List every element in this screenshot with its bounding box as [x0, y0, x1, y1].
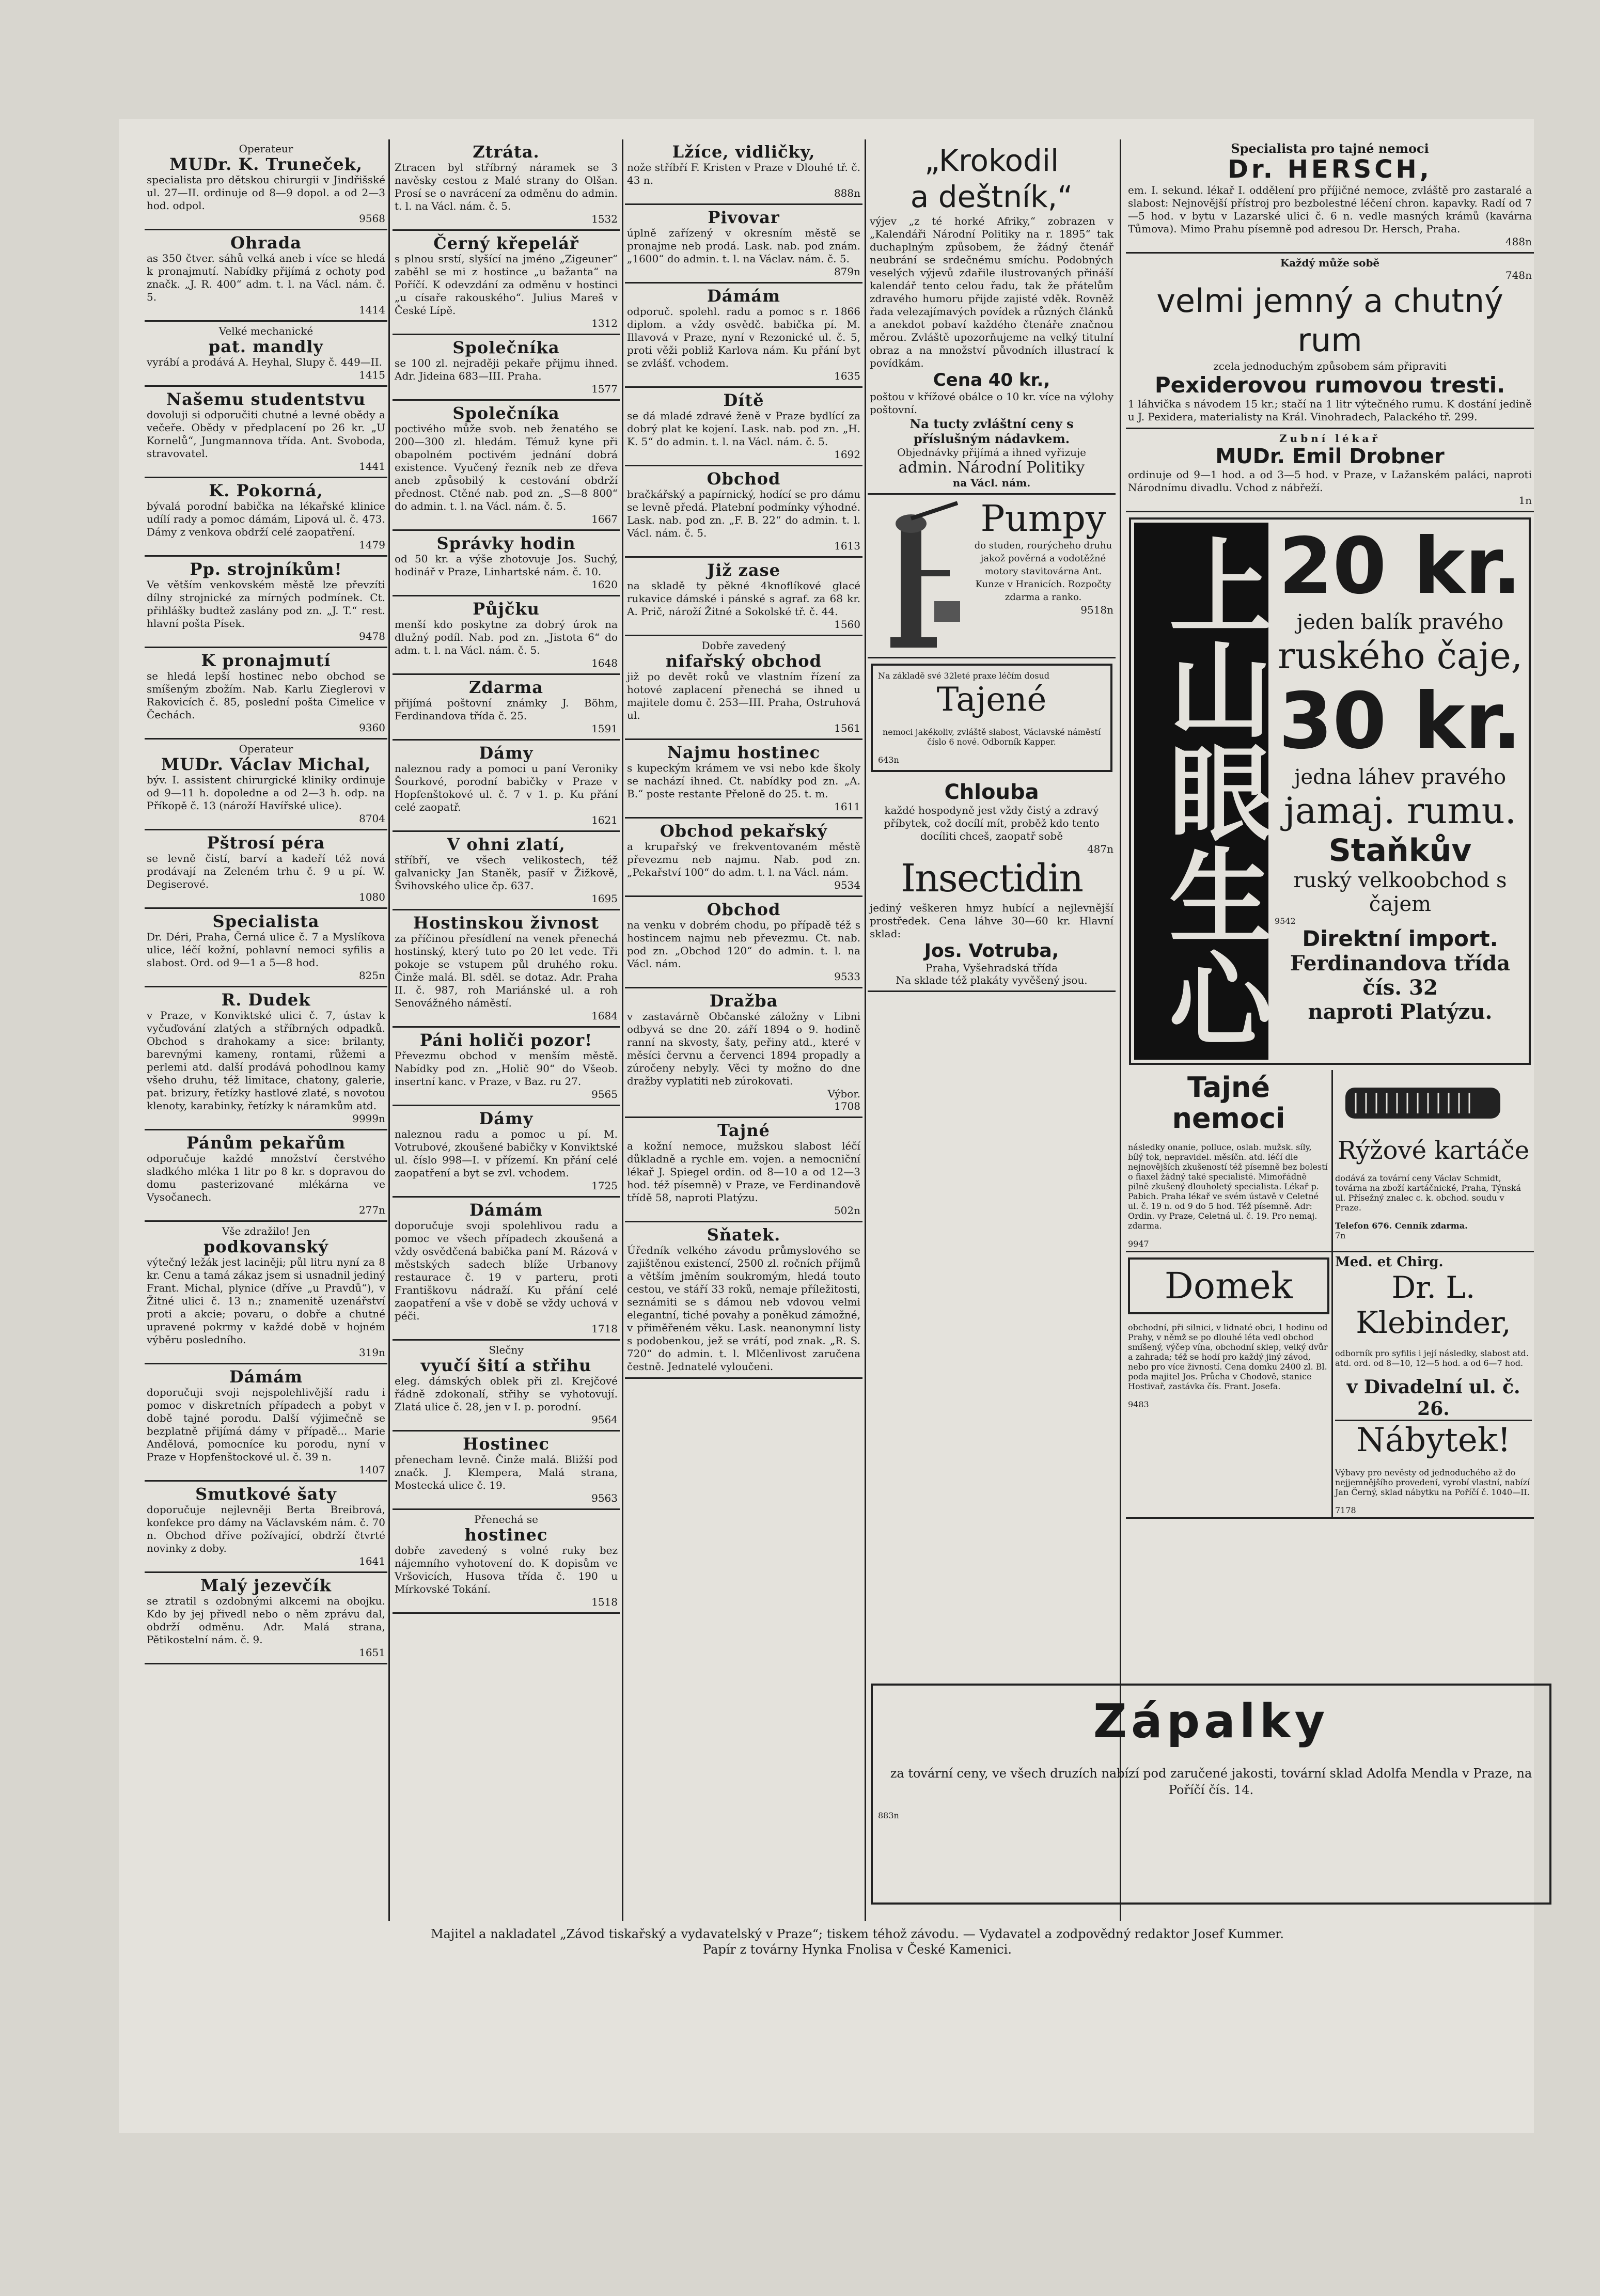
nabytek-title: Nábytek!: [1356, 1421, 1511, 1459]
ad-title: Najmu hostinec: [667, 743, 821, 762]
ad-body: odporučuje každé množství čerstvého sladkého mléka 1 litr po 8 kr. s dopravou do domu pasterizované mlékárna ve Vysočanech.: [147, 1152, 385, 1203]
ad-pretitle: Operateur: [239, 143, 293, 155]
classified-ad: [625, 388, 862, 466]
tea-line-4: jamaj. rumu.: [1283, 790, 1516, 832]
ad-code: 8704: [359, 812, 385, 825]
classified-ad: [145, 648, 387, 740]
pumpy-title: Pumpy: [980, 497, 1106, 540]
ad-title: Obchod: [707, 900, 781, 919]
ad-body: a kožní nemoce, mužskou slabost léčí důkladně a rychle em. vojen. a nemocniční lékař J. Spiegel ordin. od 8—10 a od 12—3 hod. též písemně) v Praze, ve Ferdinandově třídě 58, naproti Platýzu.: [627, 1140, 860, 1204]
ad-title: Půjčku: [473, 599, 540, 619]
classified-ad: [625, 1222, 862, 1379]
ad-title: Ohrada: [230, 233, 302, 253]
classified-ad: [393, 401, 620, 531]
classified-ad: [625, 139, 862, 205]
ad-title: Tajné: [717, 1121, 770, 1140]
classified-ad: [393, 832, 620, 910]
ad-code: 1684: [591, 1010, 618, 1022]
ad-body: Ztracen byl stříbrný náramek se 3 navěsky cestou z Malé strany do Olšan. Prosí se o navrácení za odměnu do admin. t. l. na Václ. nám. č. 5.: [395, 161, 618, 212]
tajene-ad: [871, 664, 1112, 772]
krokodil-dealers: Na tucty zvláštní ceny s příslušným nádavkem.: [909, 416, 1074, 446]
ad-code: 1613: [834, 540, 860, 552]
classified-ad: [393, 1510, 620, 1614]
tea-line-2: ruského čaje,: [1277, 635, 1523, 677]
ad-code: 1667: [591, 513, 618, 525]
ad-title: Obchod pekařský: [660, 821, 828, 841]
ad-pretitle: Velké mechanické: [218, 325, 313, 337]
ad-title: Společníka: [452, 403, 560, 423]
ad-title: Již zase: [707, 560, 780, 580]
kartace-telephone: Telefon 676. Cenník zdarma.: [1335, 1221, 1468, 1231]
ad-title: K pronajmutí: [201, 651, 331, 670]
ad-body: naleznou rady a pomoci u paní Veroniky Šourkové, porodní babičky v Praze v Hopfenštokové ul. č. 7 v 1. p. Ku přání celé zaopatř.: [395, 762, 618, 813]
ad-code: 1692: [834, 448, 860, 461]
tea-line-3: jedna láhev pravého: [1294, 765, 1507, 789]
domek-ad: [1126, 1252, 1333, 1517]
krokodil-subheadline: a deštník,“: [910, 179, 1073, 214]
pumpy-body: do studen, rourýcheho druhu jakož pověrná a vodotěžné motory stavitovárna Ant. Kunze v Hranicích. Rozpočty zdarma a ranko.: [974, 540, 1112, 603]
ad-title: nifařský obchod: [666, 651, 822, 671]
ad-body: dovoluji si odporučiti chutné a levné obědy a večeře. Obědy v předplacení po 26 kr. „U Kornelů“, Jungmannova třída. Ant. Svoboda, stravovatel.: [147, 408, 385, 460]
imprint-line-2: Papír z továrny Hynka Fnolisa v České Kamenici.: [703, 1942, 1012, 1957]
ad-code: 1621: [591, 814, 618, 826]
ad-body: přenecham levně. Činže malá. Bližší pod značk. J. Klempera, Malá strana, Mostecká ulice č. 19.: [395, 1453, 618, 1491]
newspaper-page: [119, 119, 1534, 2133]
ad-code: 879n: [834, 265, 860, 278]
classified-column-2: [393, 139, 620, 1614]
ad-body: Dr. Déri, Praha, Černá ulice č. 7 a Myslíkova ulice, léčí kožní, pohlavní nemoci syfilis a slabost. Ord. od 9—1 a 5—8 hod.: [147, 931, 385, 969]
nabytek-ad: [1335, 1421, 1532, 1515]
ad-code: 1312: [591, 317, 618, 329]
ad-code: 502n: [834, 1204, 860, 1217]
ad-code: 1591: [591, 722, 618, 735]
rum-price: 30 kr.: [1278, 677, 1522, 766]
classified-ad: [625, 740, 862, 819]
ad-code: 1577: [591, 383, 618, 395]
ad-code: 7n: [1335, 1231, 1346, 1240]
ad-body: v Praze, v Konviktské ulici č. 7, ústav k vyčuďování zlatých a stříbrných odpadků. Obchod s drahokamy a sice: brilanty, barevnými kameny, rontami, růžemi a perlemi atd. další prodává pohodlnou kamy všeho druhu, též limitace, chatony, galerie, pat. brizury, řetízky hastlové zlaté, s novotou klenoty, karabinky, řetízky k náramkům atd.: [147, 1009, 385, 1112]
ad-code: 1561: [834, 722, 860, 734]
ad-code: 9483: [1128, 1399, 1149, 1409]
ad-title: Správky hodin: [436, 533, 576, 553]
ad-code: 643n: [878, 755, 899, 765]
classified-ad: [393, 1432, 620, 1510]
zapalky-body: za tovární ceny, ve všech druzích nabízí pod zaručené jakosti, tovární sklad Adolfa Mendla v Praze, na Poříčí čís. 14.: [890, 1766, 1532, 1797]
ad-body: výtečný ležák jest laciněji; půl litru nyní za 8 kr. Cenu a tamá zákaz jsem si usnadnil jediný Frant. Michal, plynice (dříve „u Pravdů“), v Žitné ulici č. 13 n.; znamenitě uzenářství proti a akcie; povaru, o dobře a chutné upravené pokrmy v každé době v hojném výběru posledního.: [147, 1256, 385, 1346]
ad-title: pat. mandly: [208, 337, 324, 356]
ad-code: 1725: [591, 1180, 618, 1192]
classified-ad: [393, 596, 620, 675]
chlouba-body: každé hospodyně jest vždy čistý a zdravý příbytek, což docílí mít, proběž kdo tento docíliti chceš, zaopatř sobě: [884, 804, 1100, 842]
ad-code: 9478: [359, 630, 385, 642]
ad-code: 9563: [591, 1492, 618, 1504]
classified-ad: [145, 1482, 387, 1573]
ad-body: na skladě ty pěkné 4knoflíkové glacé rukavice dámské i pánské s agraf. za 68 kr. A. Prič, nároží Žitné a Sokolské tř. č. 44.: [627, 579, 860, 618]
tea-line-1: jeden balík pravého: [1296, 610, 1504, 634]
column-rule: [1120, 139, 1121, 1921]
drobner-body: ordinuje od 9—1 hod. a od 3—5 hod. v Praze, v Lažanském paláci, naproti Národnímu divadlu. Vchod z nábřeží.: [1128, 468, 1532, 494]
ad-title: Dámám: [707, 286, 780, 306]
stanek-brand: Staňkův: [1328, 832, 1472, 869]
ad-title: Pp. strojníkům!: [190, 559, 342, 579]
ad-code: 1641: [359, 1555, 385, 1567]
ad-body: se ztratil s ozdobnými alkcemi na obojku. Kdo by jej přivedl nebo o něm zprávu dal, obdrží odměnu. Adr. Malá strana, Pětikostelní nám. č. 9.: [147, 1595, 385, 1646]
classified-ad: [145, 322, 387, 387]
ad-title: Dámám: [469, 1200, 543, 1220]
ad-code: 9564: [591, 1413, 618, 1426]
tea-line-8: naproti Platýzu.: [1308, 1000, 1493, 1024]
column-rule: [622, 139, 623, 1921]
imprint-line-1: Majitel a nakladatel „Závod tiskařský a vydavatelský v Praze“; tiskem téhož závodu. — Vydavatel a zodpovědný redaktor Josef Kummer.: [430, 1927, 1284, 1941]
krokodil-ad: [868, 139, 1116, 495]
classified-ad: [393, 1198, 620, 1341]
classified-ad: [393, 1341, 620, 1432]
ad-body: doporučuje nejlevněji Berta Breibrová, konfekce pro dámy na Václavském nám. č. 70 n. Obchod dříve požívající, obdrží čtvrté novinky z doby.: [147, 1503, 385, 1554]
domek-title: Domek: [1164, 1265, 1293, 1307]
tea-line-6: Direktní import.: [1302, 926, 1498, 951]
kartace-title: Rýžové kartáče: [1337, 1136, 1530, 1165]
ad-body: od 50 kr. a výše zhotovuje Jos. Suchý, hodinář v Praze, Linhartské nám. č. 10.: [395, 553, 618, 578]
ad-title: MUDr. Václav Michal,: [161, 754, 371, 774]
hersch-pre: Specialista pro tajné nemoci: [1231, 141, 1429, 156]
klebinder-body: odborník pro syfilis i její následky, slabost atd. atd. ord. od 8—10, 12—5 hod. a od 6—7 hod.: [1335, 1348, 1529, 1368]
ad-title: Specialista: [212, 911, 320, 931]
ad-code: 9568: [359, 212, 385, 225]
ad-code: 1718: [591, 1323, 618, 1335]
classified-ad: [625, 988, 862, 1118]
ad-column-5: [1126, 139, 1534, 1519]
ad-code: 1n: [1518, 494, 1532, 507]
ad-body: Ve větším venkovském městě lze převzíti dílny strojnické za mírných podmínek. Ct. přihlášky budtež zaslány pod zn. „J. T.“ rest. hlavní pošta Písek.: [147, 578, 385, 630]
classified-column-1: [145, 139, 387, 1664]
ad-body: doporučuji svoji nejspolehlivější radu i pomoc v diskretních případech a pobyt v době tajné porodu. Další výjimečně se bezplatně přijímá dámy v případě... Marie Andělová, pomocníce ku porodu, nyní v Praze v Hopfenštockové ul. č. 39 n.: [147, 1386, 385, 1463]
classified-ad: [625, 819, 862, 897]
ad-code: 825n: [358, 969, 385, 982]
classified-ad: [145, 1222, 387, 1364]
ad-title: MUDr. K. Truneček,: [169, 154, 363, 174]
tea-price: 20 kr.: [1278, 522, 1522, 611]
chlouba-ad: [868, 777, 1116, 992]
ad-code: 1080: [359, 891, 385, 903]
ad-title: Pštrosí péra: [207, 833, 325, 853]
ad-body: úplně zařízený v okresním městě se pronajme neb prodá. Lask. nab. pod znám. „1600“ do admin. t. l. na Václav. nám. č. 5.: [627, 227, 860, 265]
pumpy-ad: [868, 495, 1116, 658]
column-rule: [865, 139, 866, 1921]
ad-title: Hostinskou živnost: [413, 913, 600, 933]
ad-code: 1407: [359, 1464, 385, 1476]
classified-ad: [145, 1130, 387, 1222]
classified-column-3: [625, 139, 862, 1379]
ad-body: bývalá porodní babička na lékařské klinice udílí rady a pomoc dámám, Lipová ul. č. 473. Dámy z venkova obdrží celé zaopatření.: [147, 500, 385, 538]
ad-body: se levně čistí, barví a kadeří též nová prodávají na Zeleném trhu č. 9 u pí. W. Degiserové.: [147, 852, 385, 890]
ad-signature: Výbor.: [827, 1088, 860, 1100]
ad-code: 9565: [591, 1088, 618, 1100]
ad-code: 9360: [359, 721, 385, 734]
ad-code: 1620: [591, 578, 618, 591]
ad-code: 1695: [591, 892, 618, 905]
ad-body: a krupařský ve frekventovaném městě převezmu neb najmu. Nab. pod zn. „Pekařství 100“ do adm. t. l. na Václ. nám.: [627, 840, 860, 878]
classified-ad: [625, 466, 862, 558]
ad-column-4: [868, 139, 1116, 992]
ad-title: Pánům pekařům: [186, 1133, 346, 1153]
classified-ad: [625, 1118, 862, 1222]
ad-code: 1708: [834, 1100, 860, 1112]
klebinder-title: Dr. L. Klebinder,: [1356, 1270, 1511, 1340]
hersch-title: Dr. HERSCH,: [1228, 155, 1432, 184]
krokodil-body: výjev „z té horké Afriky,“ zobrazen v „Kalendáři Národní Politiky na r. 1895“ tak duchaplným způsobem, že žádný čtenář neubrání se srdečnému smíchu. Podobných veselých výjevů zdařile ilustrovaných přináší kalendář tento celou řadu, tak že přátelům zdravého humoru přijde zajisté vděk. Rovněž řada velezajímavých povídek a různých článků a anekdot pobaví každého čtenáře značnou měrou. Zvláště upozorňujeme na velký titulní obraz a na množství původních illustrací k povídkám.: [870, 215, 1113, 369]
ad-title: Našemu studentstvu: [166, 389, 366, 409]
ad-code: 1560: [834, 618, 860, 631]
tea-line-7: Ferdinandova třída čís. 32: [1290, 951, 1511, 1000]
ad-body: as 350 čtver. sáhů velká aneb i více se hledá k pronajmutí. Nabídky přijímá z ochoty pod značk. „J. R. 400“ adm. t. l. na Václ. nám. č. 5.: [147, 252, 385, 303]
ad-code: 1414: [359, 304, 385, 316]
ad-body: Úředník velkého závodu průmyslového se zajištěnou existencí, 2500 zl. ročních příjmů a větším jměním soukromým, hledá touto cestou, ve stáří 33 roků, nemaje příležitosti, seznámiti se s dámou neb vdovou velmi elegantní, tiché povahy a poněkud zámožné, v přiměřeném věku. Lask. neanonymní listy s podobenkou, jež se vrátí, pod znak. „R. S. 720“ do admin. t. l. Mlčenlivost zaručena čestně. Jednatelé vyloučeni.: [627, 1244, 860, 1373]
classified-ad: [145, 230, 387, 322]
classified-ad: [393, 335, 620, 401]
ad-code: 9947: [1128, 1239, 1149, 1249]
ad-pretitle: Vše zdražilo! Jen: [222, 1225, 310, 1237]
insectidin-address: Praha, Vyšehradská třída: [925, 962, 1058, 974]
klebinder-address: v Divadelní ul. č. 26.: [1346, 1376, 1520, 1420]
ad-code: 1532: [591, 213, 618, 225]
ad-code: 9518n: [1080, 604, 1113, 616]
ad-code: 9542: [1275, 916, 1296, 926]
kartace-ad: [1333, 1070, 1534, 1251]
classified-ad: [145, 478, 387, 557]
stanek-tea-ad: [1129, 517, 1531, 1065]
ad-body: Převezmu obchod v menším městě. Nabídky pod zn. „Holič 90“ do Všeob. insertní kanc. v Praze, v Baz. ru 27.: [395, 1049, 618, 1088]
classified-ad: [393, 675, 620, 741]
classified-ad: [393, 139, 620, 231]
ad-title: Dražba: [709, 991, 778, 1011]
ad-body: s plnou srstí, slyšící na jméno „Zigeuner“ zaběhl se mi z hostince „u bažanta“ na Poříčí. K odevzdání za odměnu v hostinci „u císaře rakouského“. Julius Mareš v České Lípě.: [395, 253, 618, 317]
ad-title: Obchod: [707, 469, 781, 489]
classified-ad: [393, 231, 620, 335]
classified-ad: [145, 139, 387, 230]
ad-title: Dámy: [479, 743, 534, 763]
ad-title: vyučí šití a střihu: [420, 1356, 592, 1375]
rum-essence: Pexiderovou rumovou tresti.: [1154, 372, 1505, 398]
ad-title: Dámy: [479, 1109, 534, 1128]
ad-title: Černý křepelář: [433, 233, 579, 253]
krokodil-postage: poštou v křížové obálce o 10 kr. více na výlohy poštovní.: [870, 390, 1113, 416]
ad-pretitle: Slečny: [489, 1344, 524, 1356]
ad-code: 1648: [591, 657, 618, 669]
tea-line-5: ruský velkoobchod s čajem: [1293, 869, 1507, 916]
ad-body: v zastavárně Občanské záložny v Libni odbyvá se dne 20. září 1894 o 9. hodině ranní na skvosty, šaty, peřiny atd., které v měsíci červnu a červenci 1894 propadly a zúročeny nebyly. Věci ty možno do dne dražby vyplatiti neb zúrokovati.: [627, 1010, 860, 1087]
krokodil-headline: „Krokodil: [924, 143, 1059, 178]
ad-pretitle: Operateur: [239, 743, 293, 755]
ad-code: 888n: [834, 187, 860, 199]
rum-body: 1 láhvička s návodem 15 kr.; stačí na 1 litr výtečného rumu. K dostání jedině u J. Pexidera, materialisty na Král. Vinohradech, Palackého tř. 299.: [1128, 398, 1532, 423]
chlouba-title: Chlouba: [944, 780, 1039, 804]
ad-body: menší kdo poskytne za dobrý úrok na dlužný podíl. Nab. pod zn. „Jistota 6“ do adm. t. l. na Václ. nám. č. 5.: [395, 618, 618, 656]
classified-ad: [393, 1106, 620, 1198]
ad-body: již po devět roků ve vlastním řízení za hotové zaplacení přenechá se ihned u majitele domu č. 253—III. Praha, Ostruhová ul.: [627, 670, 860, 721]
brush-illustration: [1335, 1072, 1521, 1134]
ad-body: naleznou radu a pomoc u pí. M. Votrubové, zkoušené babičky v Konviktské ul. číslo 998—I. v přízemí. Kn přání celé zaopatření a byt se zvl. vchodem.: [395, 1128, 618, 1179]
krokodil-place: na Václ. nám.: [952, 477, 1031, 489]
ad-body: bračkářský a papírnický, hodící se pro dámu se levně předá. Platební podmínky výhodné. Lask. nab. pod zn. „F. B. 22“ do admin. t. l. Václ. nám. č. 5.: [627, 488, 860, 539]
drobner-title: MUDr. Emil Drobner: [1215, 445, 1445, 468]
domek-body: obchodní, při silnici, v lidnaté obci, 1 hodinu od Prahy, v němž se po dlouhé léta vedl obchod smíšený, výčep vína, obchodní sklep, velký dvůr a zahrada; též se hodí pro každý jiný závod, nebo pro více živností. Cena domku 2400 zl. Bl. poda majitel Jos. Průcha v Chodově, stanice Hostivař, zastávka čís. Frant. Josefa.: [1128, 1323, 1328, 1391]
ad-code: 1611: [834, 800, 860, 813]
tajne-nemoci-ad: [1126, 1070, 1333, 1251]
classified-ad: [393, 1028, 620, 1106]
ad-code: 1518: [591, 1596, 618, 1608]
ad-code: 487n: [1087, 843, 1113, 855]
ad-code: 319n: [358, 1346, 385, 1359]
ad-body: doporučuje svoji spolehlivou radu a pomoc ve všech případech zkoušená a vždy osvědčená babička paní M. Rázová v městských sadech blíže Urbanovy restaurace č. 19 v parteru, proti Františkovu nádraží. Ku přání celé zaopatření a vše v době se vždy uchová v péči.: [395, 1219, 618, 1322]
rum-pre: Každý může sobě: [1280, 257, 1380, 269]
nemoci-body: následky onanie, pollucе, oslab. mužsk. síly, bílý tok, nepravidel. měsíčn. atd. léčí dle nejnovějších zkušeností též písemně bez bolestí o fiaxel žádný také specialisté. Mimořádně pilně zkušený dlouholetý specialista. Lékař p. Pabich. Praha lékař ve svém ústavě v Celetné ul. č. 19 n. od 9 do 5 hod. Též písemně. Adr: Ordin. vy Praze, Celetná ul. č. 19. Pro nemaj. zdarma.: [1128, 1142, 1328, 1231]
ad-code: 1651: [359, 1646, 385, 1659]
ad-title: Malý jezevčík: [200, 1576, 332, 1595]
ad-body: odporuč. spolehl. radu a pomoc s r. 1866 diplom. a vždy osvědč. babička pí. M. Illavová v Praze, nyní v Rezonické ul. č. 5, proti věži pobliž Karlova nám. Ku přání byt se zvlášť. vchodem.: [627, 305, 860, 369]
ad-body: stříbří, ve všech velikostech, též galvanicky Jan Staněk, pasíř v Žižkově, Švihovského ulice čp. 637.: [395, 854, 618, 892]
classified-ad: [625, 205, 862, 284]
krokodil-orders: Objednávky přijímá a ihned vyřizuje: [897, 446, 1086, 459]
ad-title: Zdarma: [469, 678, 543, 697]
classified-ad: [145, 987, 387, 1130]
ad-body: nože stříbří F. Kristen v Praze v Dlouhé tř. č. 43 n.: [627, 161, 860, 186]
insectidin-note: Na sklade též plakáty vyvěšený jsou.: [896, 974, 1088, 986]
ad-code: 1441: [359, 460, 385, 473]
ad-body: za příčinou přesídlení na venek přenechá hostinský, který tuto po 20 let vede. Tři pokoje se vstupem půl druhého roku. Činže malá. Bl. sděl. se dotaz. Adr. Praha II. č. 987, roh Mariánské ul. a roh Senovážného náměstí.: [395, 932, 618, 1009]
hersch-ad: [1126, 139, 1534, 254]
klebinder-pre: Med. et Chirg.: [1335, 1254, 1444, 1270]
insectidin-title: Insectidin: [900, 856, 1083, 901]
ad-title: Lžíce, vidličky,: [672, 142, 815, 162]
ad-code: 883n: [878, 1811, 899, 1820]
ad-body: se hledá lepší hostinec nebo obchod se smíšeným zbožím. Nab. Karlu Zieglerovi v Rakovicích č. 85, poslední pošta Cimelice v Čechách.: [147, 670, 385, 721]
tajene-pre: Na základě své 32leté praxe léčím dosud: [878, 671, 1050, 681]
classified-ad: [625, 558, 862, 636]
tajene-title: Tajené: [936, 681, 1047, 719]
ad-code: 1415: [359, 369, 385, 381]
tajene-body: nemoci jakékoliv, zvláště slabost, Václavské náměstí číslo 6 nové. Odborník Kapper.: [882, 727, 1101, 747]
krokodil-admin: admin. Národní Politiky: [898, 459, 1085, 477]
rum-sub: zcela jednoduchým způsobem sám připraviti: [1213, 360, 1447, 372]
column-rule: [388, 139, 390, 1921]
pump-illustration: [870, 498, 968, 653]
ad-title: Společníka: [452, 338, 560, 357]
classified-ad: [145, 1364, 387, 1482]
ad-title: podkovanský: [203, 1237, 328, 1256]
zapalky-title: Zápalky: [1093, 1694, 1329, 1749]
classified-ad: [145, 387, 387, 478]
ad-code: 488n: [1505, 235, 1532, 248]
ad-body: se dá mladé zdravé ženě v Praze bydlící za dobrý plat ke kojení. Lask. nab. pod zn. „H. K. 5“ do admin. t. l. na Václ. nám. č. 5.: [627, 410, 860, 448]
ad-title: Pivovar: [708, 208, 780, 227]
ad-body: s kupeckým krámem ve vsi nebo kde školy se nachází ihned. Ct. nabídky pod zn. „A. B.“ poste restante Přeloně do 25. t. m.: [627, 762, 860, 800]
ad-pretitle: Přenechá se: [474, 1513, 539, 1526]
ad-body: poctivého může svob. neb ženatého se 200—300 zl. hledám. Témuž kyne při obapolném poctivém jednání dobrá existence. Vyučený řezník neb ze dřeva aneb způsobilý k cestování obdrží přednost. Ctěné nab. pod zn. „S—8 800“ do admin. t. l. na Václ. nám. č. 5.: [395, 422, 618, 512]
ad-code: 9999n: [352, 1112, 385, 1125]
zapalky-ad: [871, 1684, 1551, 1905]
ad-body: býv. I. assistent chirurgické kliniky ordinuje od 9—11 h. dopoledne a od 2—3 h. odp. na Příkopě č. 13 (nároží Havířské ulice).: [147, 774, 385, 812]
insectidin-body: jediný veškeren hmyz hubící a nejlevnější prostředek. Cena láhve 30—60 kr. Hlavní sklad:: [870, 902, 1113, 940]
classified-ad: [145, 830, 387, 909]
classified-ad: [625, 897, 862, 988]
rum-title: velmi jemný a chutný rum: [1156, 282, 1503, 359]
classified-ad: [625, 636, 862, 740]
classified-ad: [145, 909, 387, 987]
ad-title: R. Dudek: [221, 990, 311, 1010]
ad-title: V ohni zlatí,: [447, 835, 566, 854]
ad-body: specialista pro dětskou chirurgii v Jindřišské ul. 27—II. ordinuje od 8—9 dopol. a od 2—3 hod. odpol.: [147, 174, 385, 212]
ad-title: Dítě: [723, 390, 764, 410]
ad-body: na venku v dobrém chodu, po případě též s hostincem najmu neb převezmu. Ct. nab. pod zn. „Obchod 120“ do admin. t. l. na Václ. nám.: [627, 919, 860, 970]
hersch-body: em. I. sekund. lékař I. oddělení pro příjičné nemoce, zvláště pro zastaralé a slabost: Nejnovější přístroj pro bezbolestné léčení chron. kapavky. Radí od 7—5 hod. v bytu v Lazarské ulici č. 6 n. vedle masných krámů (kavárna Tůmova). Mimo Prahu písemně pod adresou Dr. Hersch, Praha.: [1128, 184, 1532, 235]
ad-code: 9534: [834, 879, 860, 891]
ad-code: 9533: [834, 970, 860, 983]
ad-title: Hostinec: [463, 1434, 550, 1454]
ad-body: se 100 zl. nejraději pekaře přijmu ihned. Adr. Jideina 683—III. Praha.: [395, 357, 618, 382]
kanji-column: 上山眼生心: [1134, 523, 1268, 1060]
insectidin-seller: Jos. Votruba,: [924, 940, 1059, 962]
ad-code: 1635: [834, 370, 860, 382]
klebinder-ad: [1335, 1254, 1532, 1421]
ad-body: dobře zavedený s volné ruky bez nájemního vyhotovení do. K dopisům ve Vršovicích, Husova třída č. 190 u Mírkovské Tokání.: [395, 1544, 618, 1595]
imprint-footer: [263, 1926, 1451, 1957]
kartace-body: dodává za tovární ceny Václav Schmidt, továrna na zboží kartáčnické, Praha, Týnská ul. Přísežný znalec c. k. obchod. soudu v Praze.: [1335, 1173, 1521, 1213]
nemoci-title: Tajné nemoci: [1172, 1071, 1285, 1135]
drobner-ad: [1126, 429, 1534, 512]
ad-title: Smutkové šaty: [195, 1484, 337, 1504]
ad-code: 277n: [358, 1204, 385, 1216]
ad-body: přijímá poštovní známky J. Böhm, Ferdinandova třída č. 25.: [395, 697, 618, 722]
classified-ad: [393, 741, 620, 832]
classified-ad: [625, 284, 862, 388]
classified-ad: [145, 740, 387, 830]
classified-ad: [393, 910, 620, 1028]
ad-title: Dámám: [229, 1367, 303, 1387]
classified-ad: [145, 1573, 387, 1664]
ad-title: K. Pokorná,: [209, 481, 323, 500]
ad-body: vyrábí a prodává A. Heyhal, Slupy č. 449—II.: [147, 356, 382, 368]
rum-ad: [1126, 254, 1534, 429]
classified-ad: [393, 531, 620, 596]
classified-ad: [145, 557, 387, 648]
ad-title: Ztráta.: [473, 142, 540, 162]
ad-title: Páni holiči pozor!: [419, 1030, 593, 1050]
krokodil-price: Cena 40 kr.,: [933, 370, 1050, 390]
ad-code: 748n: [1505, 269, 1532, 281]
ad-title: Sňatek.: [707, 1225, 781, 1245]
ad-body: eleg. dámských oblek při zl. Krejčové řádně zdokonalí, střihy se vyhotovují. Zlatá ulice č. 28, jen v I. p. porodní.: [395, 1375, 618, 1413]
ad-code: 7178: [1335, 1505, 1356, 1515]
nabytek-body: Výbavy pro nevěsty od jednoduchého až do nejjemnějšího provedení, vyrobí vlastní, nabízí Jan Černý, sklad nábytku na Poříčí č. 1040—II.: [1335, 1468, 1530, 1497]
ad-code: 1479: [359, 539, 385, 551]
drobner-pre: Zubní lékař: [1279, 432, 1381, 445]
ad-pretitle: Dobře zavedený: [701, 639, 786, 652]
ad-title: hostinec: [464, 1525, 548, 1545]
